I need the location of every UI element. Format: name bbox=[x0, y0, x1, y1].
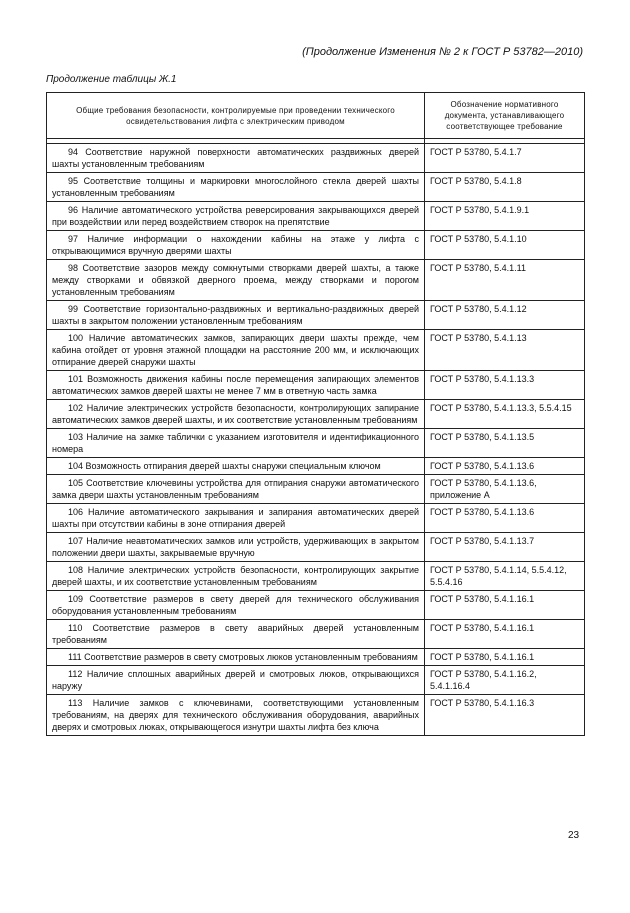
requirement-cell: 100 Наличие автоматических замков, запирающих двери шахты прежде, чем кабина отойдет от уровня этажной площадки на расстояние 200 мм, и исключающих отпирание дверей снаружи шахты bbox=[47, 330, 425, 371]
table-row bbox=[47, 695, 585, 736]
reference-cell: ГОСТ Р 53780, 5.4.1.13.6 bbox=[425, 458, 585, 475]
table-header-row bbox=[47, 93, 585, 139]
table-row bbox=[47, 202, 585, 231]
requirement-cell: 105 Соответствие ключевины устройства для отпирания снаружи автоматического замка двери шахты установленным требованиям bbox=[47, 475, 425, 504]
requirement-cell: 97 Наличие информации о нахождении кабины на этаже у лифта с открывающимися вручную дверями шахты bbox=[47, 231, 425, 260]
table-body bbox=[47, 139, 585, 736]
reference-cell: ГОСТ Р 53780, 5.4.1.13.6 bbox=[425, 504, 585, 533]
reference-cell: ГОСТ Р 53780, 5.4.1.16.1 bbox=[425, 620, 585, 649]
requirements-table bbox=[46, 92, 585, 736]
table-row bbox=[47, 504, 585, 533]
requirement-cell: 98 Соответствие зазоров между сомкнутыми створками дверей шахты, а также между створками и обвязкой дверного проема, между створками и порогом установленным требованиям bbox=[47, 260, 425, 301]
reference-cell: ГОСТ Р 53780, 5.4.1.16.1 bbox=[425, 649, 585, 666]
reference-cell: ГОСТ Р 53780, 5.4.1.7 bbox=[425, 144, 585, 173]
table-row bbox=[47, 231, 585, 260]
reference-cell: ГОСТ Р 53780, 5.4.1.16.3 bbox=[425, 695, 585, 736]
table-row bbox=[47, 144, 585, 173]
requirement-cell: 99 Соответствие горизонтально-раздвижных и вертикально-раздвижных дверей шахты в закрытом положении установленным требованиям bbox=[47, 301, 425, 330]
reference-cell: ГОСТ Р 53780, 5.4.1.13.6, приложение А bbox=[425, 475, 585, 504]
requirement-cell: 96 Наличие автоматического устройства реверсирования закрывающихся дверей при воздействии или перед воздействием створок на препятствие bbox=[47, 202, 425, 231]
requirement-cell: 94 Соответствие наружной поверхности автоматических раздвижных дверей шахты установленным требованиям bbox=[47, 144, 425, 173]
requirement-cell: 113 Наличие замков с ключевинами, соответствующими установленным требованиям, на дверях для технического обслуживания оборудования, аварийных дверях и смотровых люках, открывающегося изнутри шахты лифта без ключа bbox=[47, 695, 425, 736]
table-row bbox=[47, 649, 585, 666]
reference-cell: ГОСТ Р 53780, 5.4.1.10 bbox=[425, 231, 585, 260]
table-row bbox=[47, 330, 585, 371]
reference-cell: ГОСТ Р 53780, 5.4.1.13 bbox=[425, 330, 585, 371]
requirement-cell: 110 Соответствие размеров в свету аварийных дверей установленным требованиям bbox=[47, 620, 425, 649]
table-row bbox=[47, 666, 585, 695]
reference-cell: ГОСТ Р 53780, 5.4.1.14, 5.5.4.12, 5.5.4.16 bbox=[425, 562, 585, 591]
table-row bbox=[47, 533, 585, 562]
table-caption: Продолжение таблицы Ж.1 bbox=[46, 74, 177, 85]
reference-cell: ГОСТ Р 53780, 5.4.1.13.3 bbox=[425, 371, 585, 400]
table-row bbox=[47, 591, 585, 620]
table-row bbox=[47, 620, 585, 649]
table-row bbox=[47, 400, 585, 429]
reference-cell: ГОСТ Р 53780, 5.4.1.13.3, 5.5.4.15 bbox=[425, 400, 585, 429]
reference-cell: ГОСТ Р 53780, 5.4.1.13.5 bbox=[425, 429, 585, 458]
header-note: (Продолжение Изменения № 2 к ГОСТ Р 53782—2010) bbox=[302, 46, 583, 58]
requirement-cell: 108 Наличие электрических устройств безопасности, контролирующих закрытие дверей шахты, и их соответствие установленным требованиям bbox=[47, 562, 425, 591]
table-row bbox=[47, 371, 585, 400]
table-row bbox=[47, 301, 585, 330]
table-row bbox=[47, 173, 585, 202]
requirement-cell: 106 Наличие автоматического закрывания и запирания автоматических дверей шахты при отсутствии кабины в зоне отпирания дверей bbox=[47, 504, 425, 533]
requirement-cell: 101 Возможность движения кабины после перемещения запирающих элементов автоматических замков дверей шахты не менее 7 мм в ответную часть замка bbox=[47, 371, 425, 400]
table-row bbox=[47, 458, 585, 475]
reference-cell: ГОСТ Р 53780, 5.4.1.12 bbox=[425, 301, 585, 330]
requirement-cell: 112 Наличие сплошных аварийных дверей и смотровых люков, открывающихся наружу bbox=[47, 666, 425, 695]
requirement-cell: 109 Соответствие размеров в свету дверей для технического обслуживания оборудования установленным требованиям bbox=[47, 591, 425, 620]
reference-cell: ГОСТ Р 53780, 5.4.1.16.1 bbox=[425, 591, 585, 620]
table-row bbox=[47, 260, 585, 301]
column-header-requirement: Общие требования безопасности, контролируемые при проведении технического освидетельствования лифта с электрическим приводом bbox=[47, 93, 425, 139]
requirement-cell: 102 Наличие электрических устройств безопасности, контролирующих запирание автоматических замков дверей шахты, и их соответствие установленным требованиям bbox=[47, 400, 425, 429]
reference-cell: ГОСТ Р 53780, 5.4.1.8 bbox=[425, 173, 585, 202]
reference-cell: ГОСТ Р 53780, 5.4.1.9.1 bbox=[425, 202, 585, 231]
page-number: 23 bbox=[568, 830, 580, 841]
requirement-cell: 111 Соответствие размеров в свету смотровых люков установленным требованиям bbox=[47, 649, 425, 666]
column-header-reference: Обозначение нормативного документа, устанавливающего соответствующее требование bbox=[425, 93, 585, 139]
reference-cell: ГОСТ Р 53780, 5.4.1.13.7 bbox=[425, 533, 585, 562]
table-row bbox=[47, 475, 585, 504]
requirement-cell: 104 Возможность отпирания дверей шахты снаружи специальным ключом bbox=[47, 458, 425, 475]
table-row bbox=[47, 429, 585, 458]
requirement-cell: 95 Соответствие толщины и маркировки многослойного стекла дверей шахты установленным требованиям bbox=[47, 173, 425, 202]
requirement-cell: 107 Наличие неавтоматических замков или устройств, удерживающих в закрытом положении двери шахты, закрываемые вручную bbox=[47, 533, 425, 562]
reference-cell: ГОСТ Р 53780, 5.4.1.11 bbox=[425, 260, 585, 301]
requirement-cell: 103 Наличие на замке таблички с указанием изготовителя и идентификационного номера bbox=[47, 429, 425, 458]
reference-cell: ГОСТ Р 53780, 5.4.1.16.2, 5.4.1.16.4 bbox=[425, 666, 585, 695]
table-row bbox=[47, 562, 585, 591]
